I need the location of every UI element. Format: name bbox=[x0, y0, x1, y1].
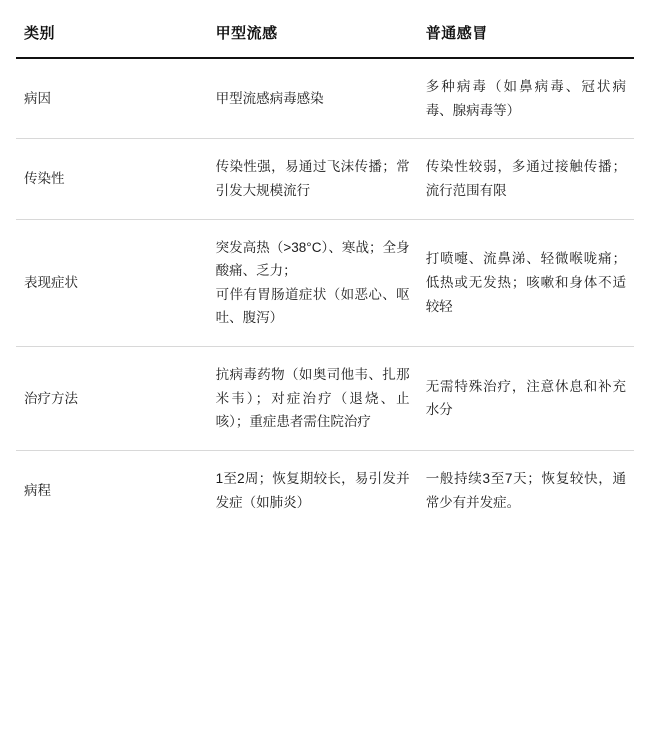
row-label-contagiousness: 传染性 bbox=[24, 171, 65, 187]
table-row bbox=[16, 450, 634, 530]
table-header-row bbox=[16, 0, 634, 58]
cell-cold-course: 一般持续3至7天；恢复较快，通常少有并发症。 bbox=[425, 470, 626, 510]
cell-cold-contagiousness: 传染性较弱，多通过接触传播；流行范围有限 bbox=[425, 159, 626, 198]
flu-vs-cold-table bbox=[16, 0, 634, 530]
table-row bbox=[16, 58, 634, 139]
cell-cold-symptoms: 打喷嚏、流鼻涕、轻微喉咙痛；低热或无发热；咳嗽和身体不适较轻 bbox=[425, 251, 626, 314]
column-header-category: 类别 bbox=[24, 25, 56, 42]
cell-cold-treatment: 无需特殊治疗，注意休息和补充水分 bbox=[425, 378, 626, 418]
table-header bbox=[16, 0, 634, 58]
cell-influenza-contagiousness: 传染性强，易通过飞沫传播；常引发大规模流行 bbox=[215, 159, 410, 198]
column-header-influenza-a: 甲型流感 bbox=[215, 25, 278, 42]
row-label-symptoms: 表现症状 bbox=[24, 274, 78, 290]
table-row bbox=[16, 347, 634, 451]
table-body bbox=[16, 58, 634, 530]
cell-influenza-course: 1至2周；恢复期较长，易引发并发症（如肺炎） bbox=[215, 470, 410, 510]
cell-influenza-symptoms: 突发高热（>38°C）、寒战；全身酸痛、乏力； 可伴有胃肠道症状（如恶心、呕吐、腹泻） bbox=[215, 239, 410, 326]
column-header-common-cold: 普通感冒 bbox=[425, 25, 488, 42]
cell-influenza-cause: 甲型流感病毒感染 bbox=[215, 90, 324, 106]
row-label-cause: 病因 bbox=[24, 90, 51, 106]
row-label-treatment: 治疗方法 bbox=[24, 390, 78, 406]
cell-cold-cause: 多种病毒（如鼻病毒、冠状病毒、腺病毒等） bbox=[425, 79, 626, 118]
cell-influenza-treatment: 抗病毒药物（如奥司他韦、扎那米韦）；对症治疗（退烧、止咳）；重症患者需住院治疗 bbox=[215, 367, 410, 430]
table-row bbox=[16, 139, 634, 219]
table-row bbox=[16, 219, 634, 347]
row-label-course: 病程 bbox=[24, 482, 51, 498]
